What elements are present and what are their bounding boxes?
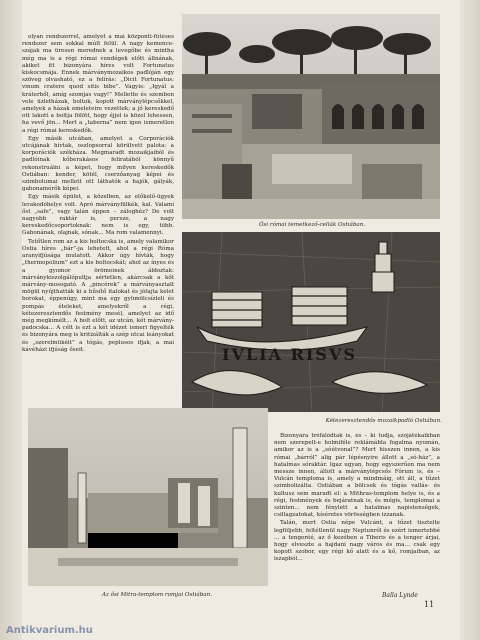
caption-temple: Az ősi Mitra-templom romjai Ostiában. xyxy=(101,592,213,598)
left-column-text xyxy=(22,34,174,409)
caption-mosaic: Kétezeresztendős mozaikpadló Ostiában. xyxy=(325,418,442,424)
paragraph: Tetőtlen rom az a kis boltocska is, amely valamikor Ostia híres „bár”-ja lehetett, ahol a régi Róma aranyifjúsága mulatott. Akkor úgy hívták, hogy „thermopolium” ezt a kis boltocskát; ahol az ínyes és a gyomor örömeinek áldoztak: márványkiszolgálópultja sértetlen, akárcsak a kőt márvány-mosogató. A „pincérek” a márványasztalt mögül nyújthatták ki a hűsítő italokat és jófajta kelet borokat, éppenúgy, mint ma egy gyümölcsízleli és pompás ételeket, amelyekről a régi, kétezeresztendős festmény mesél, amelyet az idő még megkímélt... A bolt előtt, az utcán, két márvány-padocska... A célt is ezt a két idézet ismeri figyelték és bizonyára meg is kritizálták a szép utcai leányokat és „szerelmükéit” a tógás, peplusos ifjak, a mai kávéházi ifjúság őseit. xyxy=(22,238,174,353)
paragraph: Egy másik utcában, amelyet a Corporációk utcájának hívtak, oszlopsorral körülvett palota: a korporációk székháza. Megmaradt mozaikjaiból és padlóinak kőberakásos feliratából könnyű rekonstruálni a képet, hogy milyen kereskedők Ostiában: kender, kötél, cserzőanyag képei és szimbolumai mellett ott láthatók a hajók, gályák, gabonamérők képei. xyxy=(22,135,174,193)
watermark: Antikvarium.hu xyxy=(6,625,93,636)
page-number: 11 xyxy=(424,600,435,609)
paragraph: Egy másik épület, a közelben, az előkelő-ügyek lerakodóhelye volt. Apró márványfülkék, kal. Valami őst „safe”, vagy talán éppen – záloghéz? De volt nagyobb raktár is, persze, a nagy kereskedőcsoportoknak: nem is egy, több. Gabonának, olajnak, sónak... Ma rom valamennyi. xyxy=(22,194,174,237)
paragraph: Talán, mert Ostia népe Vulcánt, a tűzet tisztelte legföljebb, feltétlenül nagy Neptunról és ezért ismertebbé ... a tengeréé, az ő kezében a Tiberis és a tenger árjai, hogy elveszte a hajdani nagy város és ma... csak egy kopott szobor, egy régi kő alatt és a kő, romjaiban, az iszapból... xyxy=(274,520,440,563)
paragraph: olyan rendszerrel, amelyet a mai központi-fűtéses rendszer sem sokkal múlt felül. A nagy kemence-szájak ma üresen merednek a levegőbe és mintha még ma is a régi római vendégek előtt állnának, akiket itt bizonyára híres volt Fortunatus kiskocsmája. Ennek márványmozaikos padlóján egy szöveg olvasható, ez a felírás: „Dicit Fortunatus: vinum cratere quod sitis bibe”. Vagyis: „Igyál a kráterből, amíg szomjas vagy!” Mellette és szemben vele üzletházak, boltok, kopott márványlépcsőkkel, amelyek a házak emeleteire vezettek; a jó kereskedő ott lakott a boltja fölött, hogy éjjel is közel lehessen, ha vevő jön... Mert a „taberna” nem igen ismeretlen a régi római kereskedők. xyxy=(22,34,174,134)
photo-temple xyxy=(28,408,268,586)
photo-ruins-cells xyxy=(182,14,440,219)
paragraph: Bizonyára tréfálódtak is, és – ki tudja, szójátékaikban nem szerepelt-e holmiféle reklámábla fogalma nyomán, amikor az is a „sóútvonal”? Mert hisszen innen, a kis római „bárról” alig pár lépésnyire állott a „só-ház”, a hatalmas sóraktár. Igaz ugyan, hogy egyszerűen ma nem messze innen, állott a márványlépcsős Fórum is, és – Vulcán temploma is, amely a mindmáig, ott áll, a tűzet szimbolizálta. Ostiában a bölcsek és tógás vallás- és kultusz sem maradt el: a Mithras-templom helye is, és a régi, festmények és bejáratnak is, és mégis, templomai a szinten... nem fénylett a hatalmas napistenségek, csillagzatokat, kíséretes vörösségben izzanak. xyxy=(274,433,440,519)
author-signature: Balla Lynde xyxy=(382,592,418,599)
mosaic-inscription: IVLIA RISVS xyxy=(222,345,357,364)
right-column-text xyxy=(274,433,440,588)
page-gutter xyxy=(0,0,22,640)
magazine-page xyxy=(22,0,460,640)
caption-ruins-cells: Ősi római temetkező-cellák Ostiában. xyxy=(258,222,366,228)
photo-mosaic xyxy=(182,232,440,412)
page-edge xyxy=(460,0,480,640)
